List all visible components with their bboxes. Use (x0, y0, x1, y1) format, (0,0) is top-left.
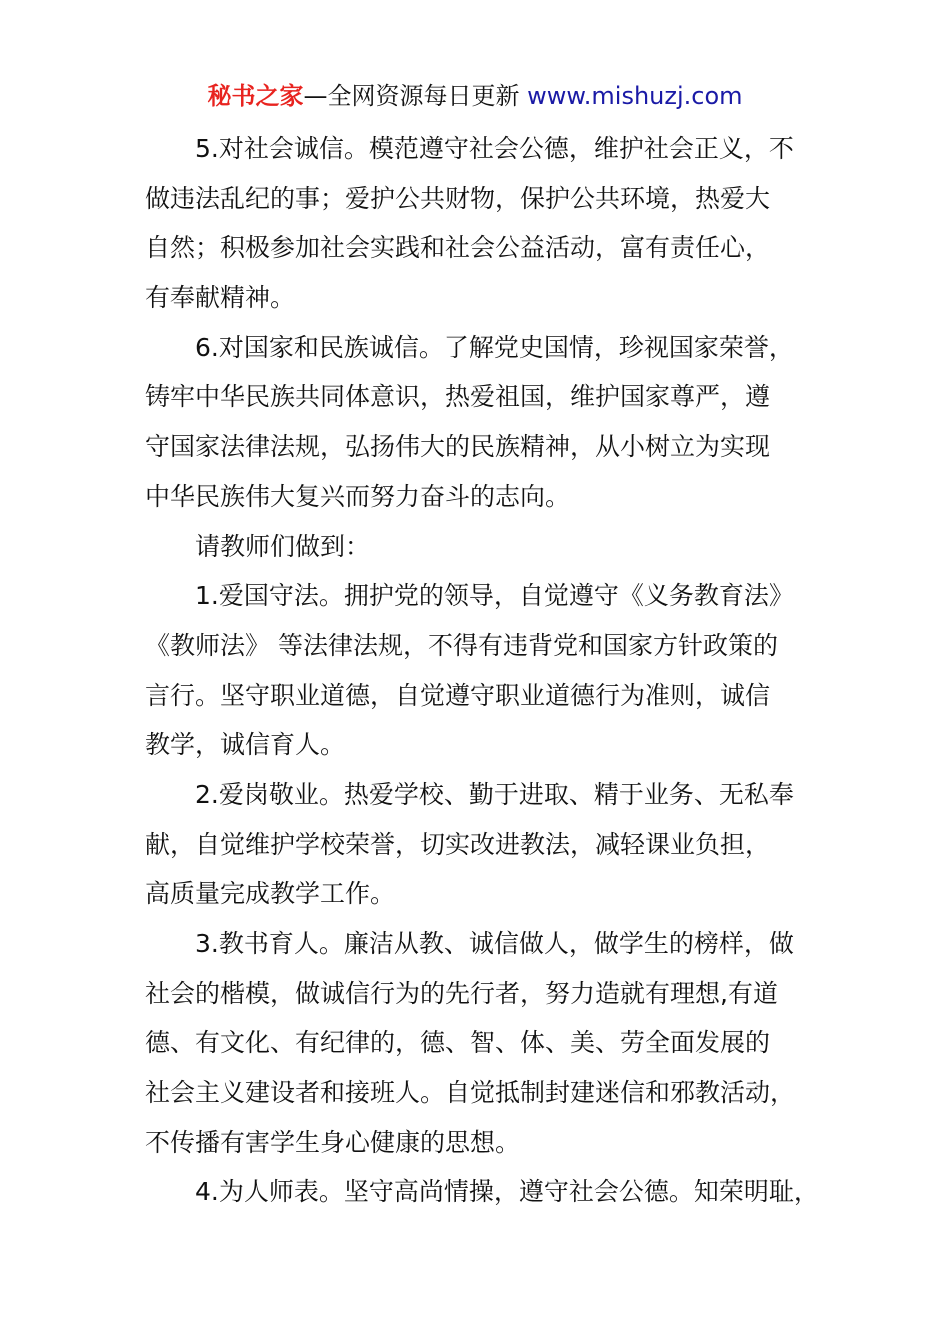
teacher-item-3-line-4: 社会主义建设者和接班人。自觉抵制封建迷信和邪教活动， (145, 1078, 796, 1108)
document-body (145, 124, 825, 1217)
paragraph-5-line-4: 有奉献精神。 (145, 283, 296, 313)
site-header (0, 80, 950, 112)
teacher-item-3-line-3: 德、有文化、有纪律的，德、智、体、美、劳全面发展的 (145, 1028, 771, 1058)
teacher-item-1-line-4: 教学，诚信育人。 (145, 730, 346, 760)
teacher-item-2-line-3: 高质量完成教学工作。 (145, 879, 396, 909)
teacher-item-4-line-1: 4.为人师表。坚守高尚情操，遵守社会公德。知荣明耻， (195, 1177, 819, 1207)
paragraph-6-line-1: 6.对国家和民族诚信。了解党史国情，珍视国家荣誉， (195, 332, 794, 362)
paragraph-6-line-4: 中华民族伟大复兴而努力奋斗的志向。 (145, 481, 571, 511)
site-url[interactable]: www.mishuzj.com (527, 82, 743, 110)
teachers-heading: 请教师们做到： (195, 531, 371, 561)
teacher-item-2-line-2: 献，自觉维护学校荣誉，切实改进教法，减轻课业负担， (145, 829, 771, 859)
header-tagline: —全网资源每日更新 (303, 82, 520, 110)
teacher-item-3-line-2: 社会的楷模，做诚信行为的先行者，努力造就有理想,有道 (145, 978, 778, 1008)
teacher-item-2-line-1: 2.爱岗敬业。热爱学校、勤于进取、精于业务、无私奉 (195, 779, 794, 809)
paragraph-5-line-1: 5.对社会诚信。模范遵守社会公德，维护社会正义，不 (195, 134, 794, 163)
brand-name: 秘书之家 (207, 82, 304, 110)
paragraph-6-line-2: 铸牢中华民族共同体意识，热爱祖国，维护国家尊严，遵 (145, 382, 771, 412)
paragraph-5-line-2: 做违法乱纪的事；爱护公共财物，保护公共环境，热爱大 (145, 183, 771, 213)
teacher-item-1-line-3: 言行。坚守职业道德，自觉遵守职业道德行为准则，诚信 (145, 680, 771, 710)
paragraph-6-line-3: 守国家法律法规，弘扬伟大的民族精神，从小树立为实现 (145, 432, 771, 462)
teacher-item-3-line-1: 3.教书育人。廉洁从教、诚信做人，做学生的榜样，做 (195, 929, 794, 958)
teacher-item-1-line-1: 1.爱国守法。拥护党的领导，自觉遵守《义务教育法》 (195, 581, 794, 611)
paragraph-5-line-3: 自然；积极参加社会实践和社会公益活动，富有责任心， (145, 233, 771, 263)
teacher-item-1-line-2: 《教师法》 等法律法规，不得有违背党和国家方针政策的 (145, 630, 778, 660)
teacher-item-3-line-5: 不传播有害学生身心健康的思想。 (145, 1127, 521, 1157)
